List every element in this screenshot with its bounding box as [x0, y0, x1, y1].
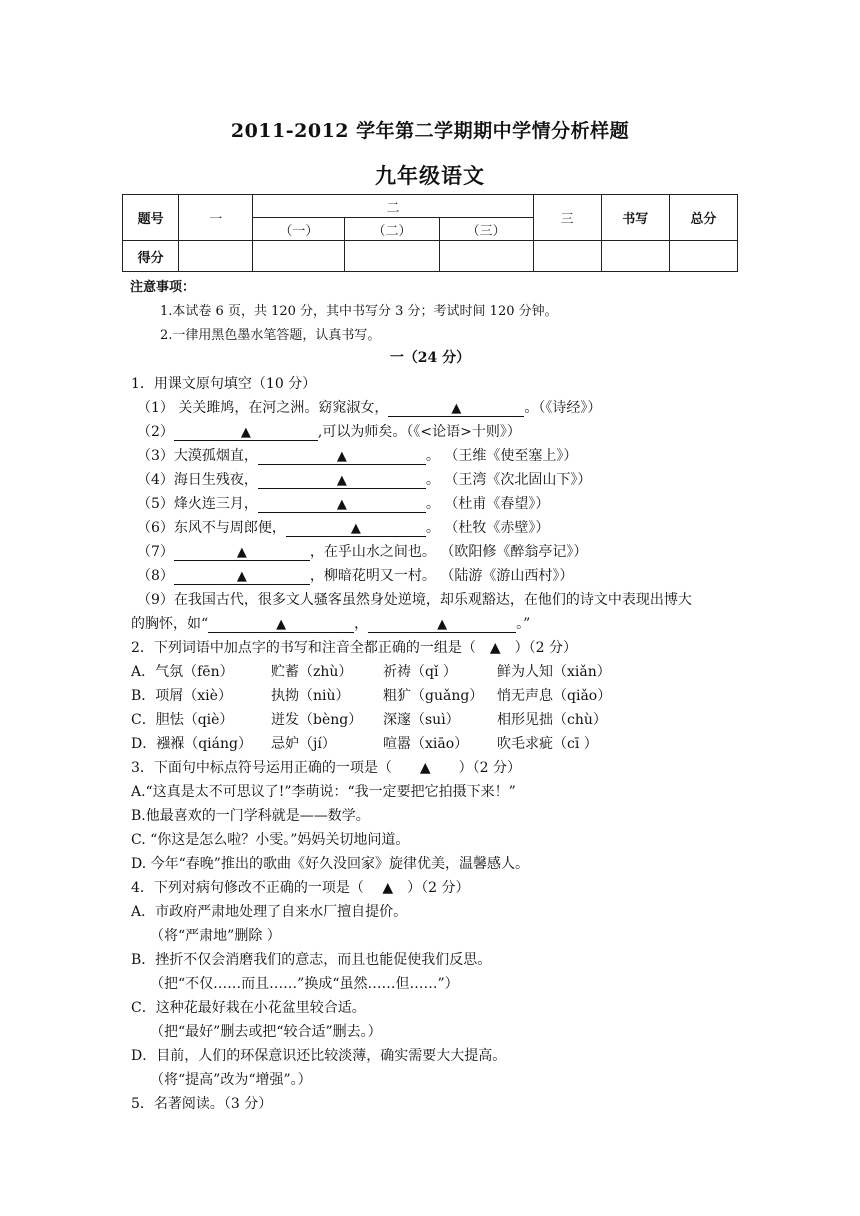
score-sub-3: （三）: [439, 218, 533, 241]
answer-blank[interactable]: ▲: [174, 569, 310, 585]
q4-option-c: C．这种花最好栽在小花盆里较合适。: [131, 1000, 366, 1016]
q4-option-a: A．市政府严肃地处理了自来水厂擅自提价。: [131, 904, 408, 920]
q1-item-9-cont: 的胸怀，如“ ▲ ， ▲ 。”: [131, 616, 531, 632]
q2-option-a: A．气氛（fēn） 贮蓄（zhù） 祈祷（qǐ ） 鲜为人知（xiǎn）: [131, 664, 611, 680]
score-row-label: 得分: [123, 241, 179, 272]
exam-subtitle: 九年级语文: [375, 163, 485, 188]
score-cell: [179, 241, 253, 272]
q3-option-b: B.他最喜欢的一门学科就是——数学。: [131, 808, 370, 824]
q2-option-b: B．项屑（xiè） 执拗（niù） 粗犷（guǎng） 悄无声息（qiǎo）: [131, 688, 612, 704]
score-cell: [601, 241, 669, 272]
notes-title: 注意事项：: [130, 280, 196, 295]
q1-item-4: （4）海日生残夜， ▲ 。 （王湾《次北固山下》）: [137, 472, 592, 488]
q3-option-c: C. “你这是怎么啦？小雯。”妈妈关切地问道。: [131, 832, 410, 848]
q1-item-1: （1） 关关雎鸠，在河之洲。窈窕淑女， ▲ 。（《诗经》）: [137, 400, 602, 416]
q2-option-d: D．襁褓（qiáng） 忌妒（jí） 喧嚣（xiāo） 吹毛求疵（cī ）: [131, 736, 598, 752]
note-item-2: 2.一律用黑色墨水笔答题，认真书写。: [160, 328, 381, 343]
score-header-part2: 二: [253, 195, 533, 218]
q1-item-3: （3）大漠孤烟直， ▲ 。 （王维《使至塞上》）: [137, 448, 578, 464]
q1-item-6: （6）东风不与周郎便， ▲ 。 （杜牧《赤壁》）: [137, 520, 550, 536]
q5-stem: 5．名著阅读。（3 分）: [131, 1096, 273, 1112]
q1-item-8: （8） ▲ ，柳暗花明又一村。 （陆游《游山西村》）: [137, 568, 574, 584]
score-cell: [669, 241, 737, 272]
q1-item-7: （7） ▲ ，在乎山水之间也。 （欧阳修《醉翁亭记》）: [137, 544, 588, 560]
score-cell: [253, 241, 345, 272]
note-item-1: 1.本试卷 6 页，共 120 分，其中书写分 3 分；考试时间 120 分钟。: [160, 304, 558, 319]
q4-stem: 4．下列对病句修改不正确的一项是（ ▲ ）（2 分）: [131, 880, 470, 896]
q3-option-a: A.“这真是太不可思议了!”李萌说：“我一定要把它拍摄下来！”: [131, 784, 516, 800]
score-header-part3: 三: [533, 195, 601, 241]
answer-blank[interactable]: ▲: [174, 545, 310, 561]
score-table: [122, 194, 738, 272]
answer-blank[interactable]: ▲: [258, 497, 426, 513]
q4-option-d: D．目前，人们的环保意识还比较淡薄，确实需要大大提高。: [131, 1048, 507, 1064]
q1-item-2: （2） ▲ ,可以为师矣。（《<论语>十则》）: [137, 424, 521, 440]
exam-title: 2011-2012 学年第二学期期中学情分析样题: [230, 120, 630, 142]
score-header-qnum: 题号: [123, 195, 179, 241]
q1-stem: 1．用课文原句填空（10 分）: [131, 376, 317, 392]
score-header-writing: 书写: [601, 195, 669, 241]
q4-option-c-fix: （把“最好”删去或把“较合适”删去。）: [150, 1024, 382, 1040]
answer-blank[interactable]: ▲: [258, 473, 426, 489]
score-header-part1: 一: [179, 195, 253, 241]
q3-option-d: D. 今年“春晚”推出的歌曲《好久没回家》旋律优美，温馨感人。: [131, 856, 529, 872]
q2-stem: 2．下列词语中加点字的书写和注音全都正确的一组是（ ▲ ）（2 分）: [131, 640, 578, 656]
q1-item-9: （9）在我国古代，很多文人骚客虽然身处逆境，却乐观豁达，在他们的诗文中表现出博大: [137, 592, 692, 608]
q3-stem: 3．下面句中标点符号运用正确的一项是（ ▲ ）（2 分）: [131, 760, 522, 776]
q2-option-c: C．胆怯（qiè） 迸发（bèng） 深邃（suì） 相形见拙（chù）: [131, 712, 607, 728]
q4-option-d-fix: （将“提高”改为“增强”。）: [150, 1072, 312, 1088]
score-header-total: 总分: [669, 195, 737, 241]
answer-blank[interactable]: ▲: [368, 617, 516, 633]
q1-item-5: （5）烽火连三月， ▲ 。 （杜甫《春望》）: [137, 496, 550, 512]
score-sub-1: （一）: [253, 218, 345, 241]
q4-option-a-fix: （将“严肃地”删除 ）: [150, 928, 281, 944]
answer-blank[interactable]: ▲: [208, 617, 354, 633]
q4-option-b: B．挫折不仅会消磨我们的意志，而且也能促使我们反思。: [131, 952, 492, 968]
score-cell: [345, 241, 439, 272]
score-cell: [533, 241, 601, 272]
score-cell: [439, 241, 533, 272]
answer-blank[interactable]: ▲: [174, 425, 318, 441]
answer-blank[interactable]: ▲: [388, 401, 524, 417]
section-heading: 一（24 分）: [389, 350, 471, 366]
answer-blank[interactable]: ▲: [286, 521, 426, 537]
q4-option-b-fix: （把“不仅……而且……”换成“虽然……但……”）: [150, 976, 459, 992]
answer-blank[interactable]: ▲: [258, 449, 426, 465]
score-sub-2: （二）: [345, 218, 439, 241]
